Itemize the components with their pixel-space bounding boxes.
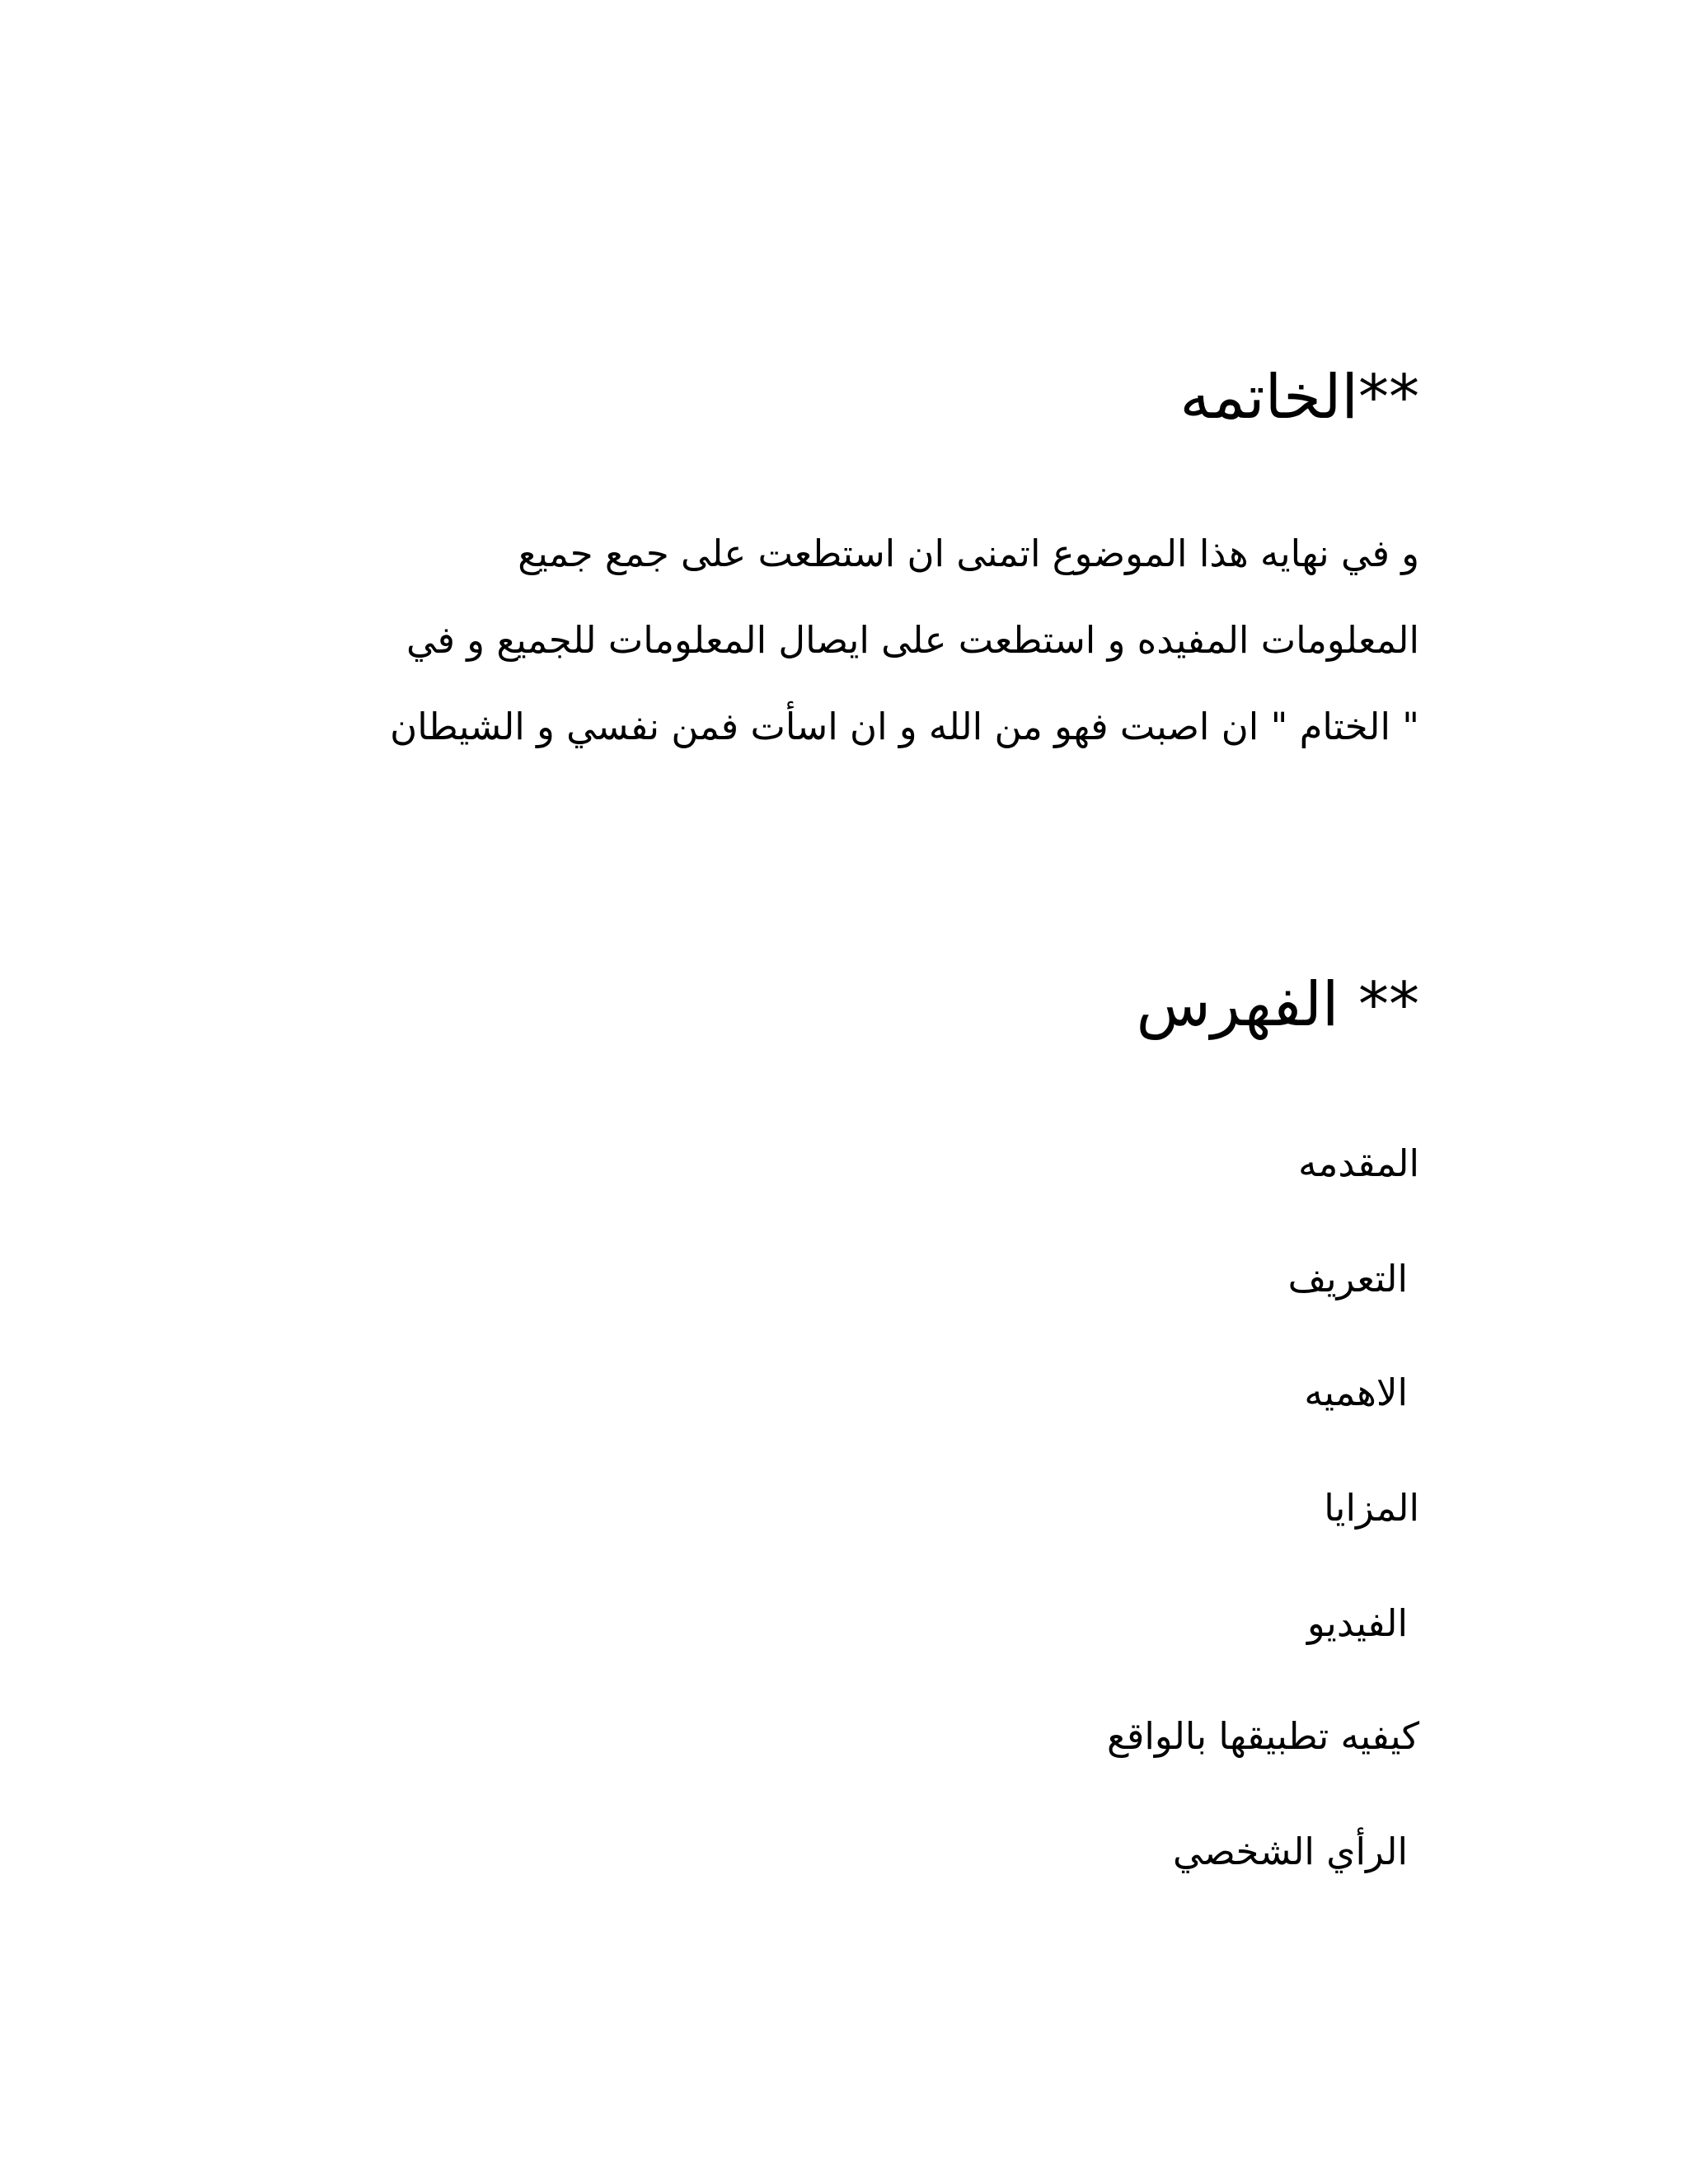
index-heading: ** الفهرس — [1136, 969, 1419, 1040]
conclusion-line-3: " الختام " ان اصبت فهو من الله و ان اسأت فمن نفسي و الشيطان — [390, 705, 1419, 748]
index-item-importance: الاهميه — [1304, 1371, 1408, 1414]
index-item-video: الفيديو — [1307, 1601, 1408, 1645]
conclusion-line-2: المعلومات المفيده و استطعت على ايصال المعلومات للجميع و في — [406, 618, 1419, 662]
conclusion-heading: **الخاتمه — [1179, 362, 1419, 433]
index-item-definition: التعريف — [1287, 1257, 1408, 1301]
index-item-introduction: المقدمه — [1298, 1141, 1419, 1185]
index-item-application: كيفيه تطبيقها بالواقع — [1106, 1714, 1419, 1758]
index-item-advantages: المزايا — [1324, 1486, 1419, 1530]
index-item-personal-opinion: الرأي الشخصي — [1172, 1830, 1408, 1873]
conclusion-line-1: و في نهايه هذا الموضوع اتمنى ان استطعت على جمع جميع — [518, 532, 1419, 575]
